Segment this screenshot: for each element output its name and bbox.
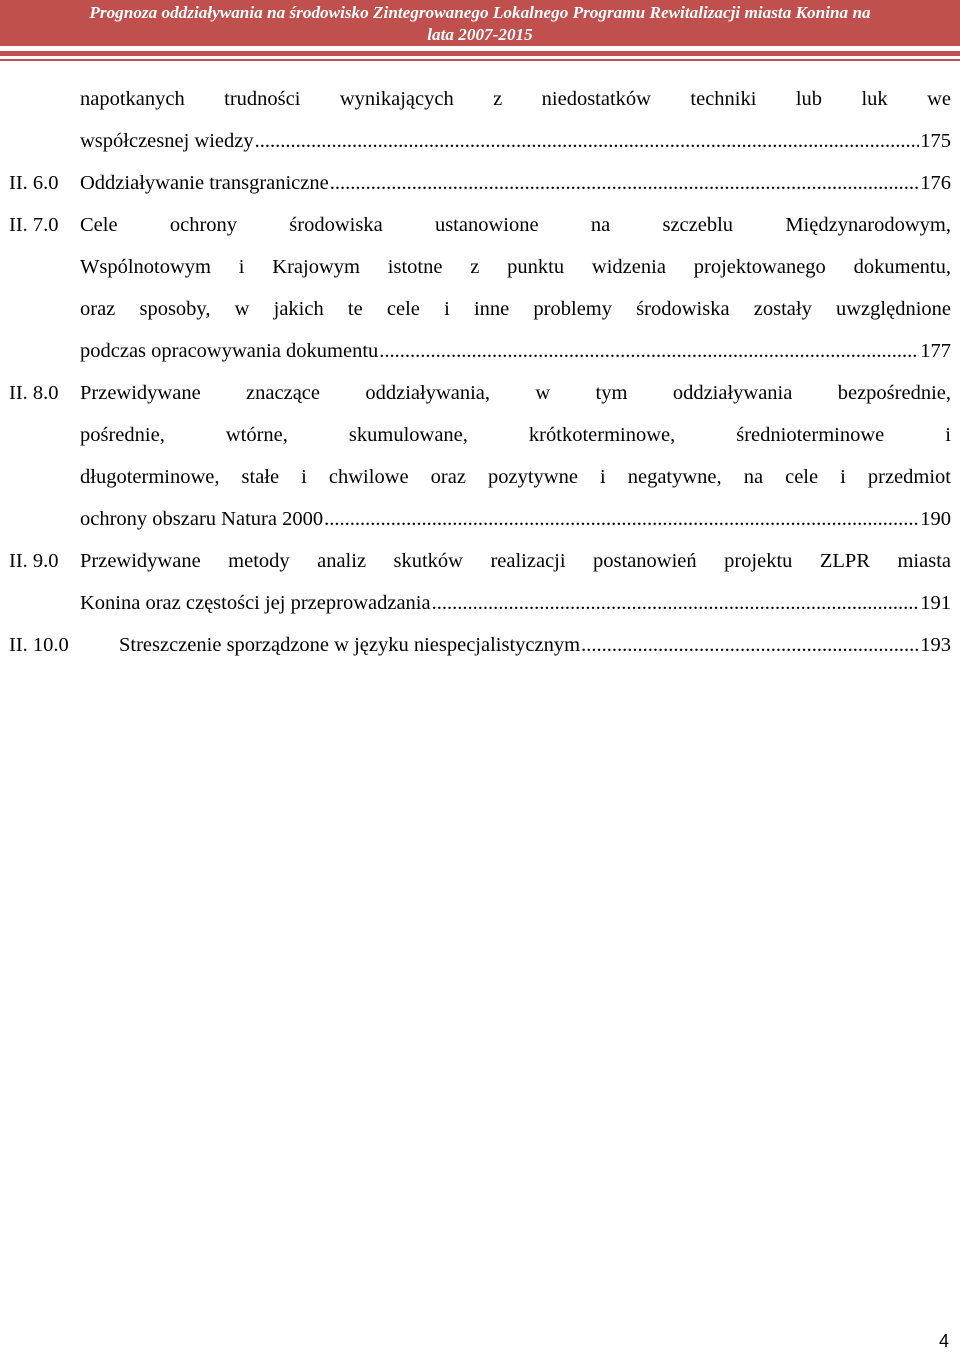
toc-page-number: 176 [920,172,951,194]
toc-entry-8-line-3: długoterminowe, stałe i chwilowe oraz pozytywne i negatywne, na cele i przedmiot [80,466,951,488]
toc-number-10: II. 10.0 [9,634,69,656]
toc-page-number: 190 [920,508,951,530]
toc-number-8: II. 8.0 [9,382,59,404]
toc-leader-dots [379,336,919,366]
toc-entry-title: Konina oraz częstości jej przeprowadzania [80,592,431,614]
toc-entry-8-line-1: Przewidywane znaczące oddziaływania, w tym oddziaływania bezpośrednie, [80,382,951,404]
toc-entry-title: Oddziaływanie transgraniczne [80,172,329,194]
toc-number-6: II. 6.0 [9,172,59,194]
toc-page-number: 175 [920,130,951,152]
header-title-line-2: lata 2007-2015 [427,25,533,44]
toc-leader-dots [581,630,919,660]
toc-entry-title: podczas opracowywania dokumentu [80,340,379,362]
toc-entry-continued-line-1: napotkanych trudności wynikających z niedostatków techniki lub luk we [80,88,951,110]
toc-number-7: II. 7.0 [9,214,59,236]
toc-entry-continued[interactable] [80,126,951,156]
toc-entry-10[interactable] [119,630,951,660]
toc-number-9: II. 9.0 [9,550,59,572]
toc-entry-7-line-2: Wspólnotowym i Krajowym istotne z punktu widzenia projektowanego dokumentu, [80,256,951,278]
toc-entry-title: ochrony obszaru Natura 2000 [80,508,324,530]
toc-entry-title: współczesnej wiedzy [80,130,254,152]
header-title-line-1: Prognoza oddziaływania na środowisko Zintegrowanego Lokalnego Programu Rewitalizacji miasta Konina na [89,3,871,22]
toc-page-number: 177 [920,340,951,362]
toc-entry-9-line-1: Przewidywane metody analiz skutków realizacji postanowień projektu ZLPR miasta [80,550,951,572]
toc-leader-dots [324,504,919,534]
toc-entry-7-line-3: oraz sposoby, w jakich te cele i inne problemy środowiska zostały uwzględnione [80,298,951,320]
toc-entry-9[interactable] [80,588,951,618]
toc-entry-7-line-1: Cele ochrony środowiska ustanowione na szczeblu Międzynarodowym, [80,214,951,236]
toc-entry-8-line-2: pośrednie, wtórne, skumulowane, krótkoterminowe, średnioterminowe i [80,424,951,446]
toc-entry-7[interactable] [80,336,951,366]
toc-leader-dots [330,168,920,198]
toc-entry-6[interactable] [80,168,951,198]
toc-leader-dots [255,126,920,156]
toc-leader-dots [432,588,920,618]
toc-entry-title: Streszczenie sporządzone w języku niespecjalistycznym [119,634,581,656]
toc-page-number: 193 [920,634,951,656]
toc-page-number: 191 [920,592,951,614]
toc-entry-8[interactable] [80,504,951,534]
page-number: 4 [938,1331,949,1351]
